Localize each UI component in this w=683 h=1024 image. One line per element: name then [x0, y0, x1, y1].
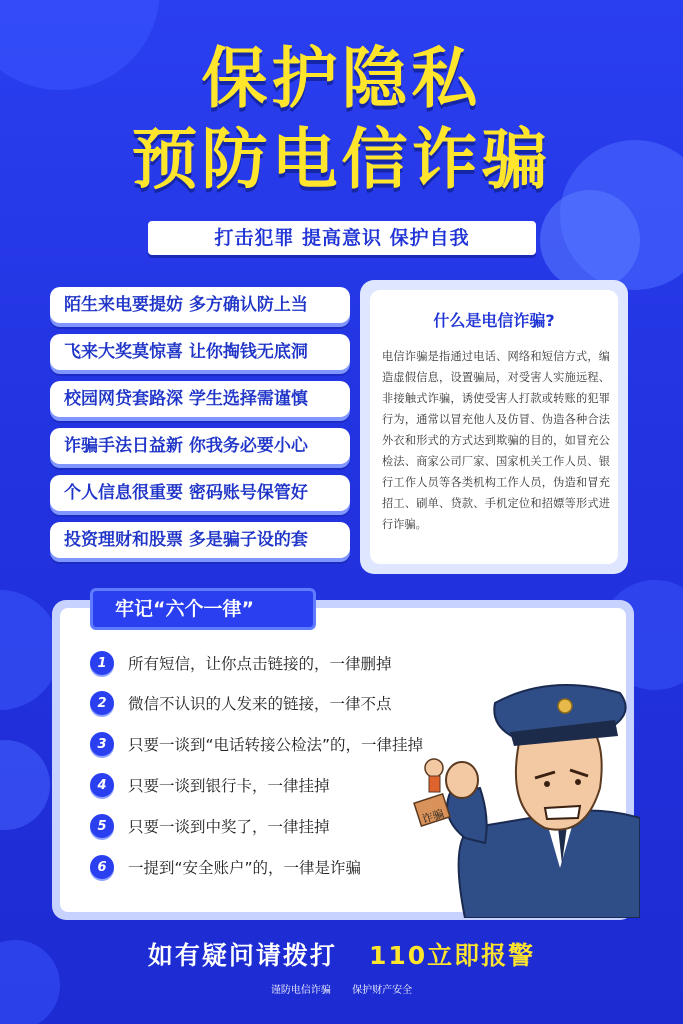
number-badge: 1 — [90, 651, 114, 675]
cta-highlight: 110立即报警 — [368, 941, 536, 970]
scam-sign-text: 诈骗 — [420, 806, 446, 827]
definition-card — [360, 280, 628, 574]
rule-text: 一提到“安全账户”的，一律是诈骗 — [128, 859, 362, 877]
tip-item: 投资理财和股票 多是骗子设的套 — [50, 522, 350, 558]
rule-text: 所有短信，让你点击链接的，一律删掉 — [128, 655, 392, 673]
tip-item: 飞来大奖莫惊喜 让你掏钱无底洞 — [50, 334, 350, 370]
title-line-2: 预防电信诈骗 — [131, 121, 552, 198]
rule-text: 微信不认识的人发来的链接，一律不点 — [128, 695, 392, 713]
rule-item — [90, 852, 361, 882]
rule-item — [90, 770, 330, 800]
number-badge: 3 — [90, 732, 114, 756]
rule-item — [90, 688, 392, 718]
tip-item: 校园网贷套路深 学生选择需谨慎 — [50, 381, 350, 417]
tip-item: 陌生来电要提妨 多方确认防上当 — [50, 287, 350, 323]
footer-right: 保护财产安全 — [352, 985, 413, 996]
police-officer-illustration — [410, 668, 640, 918]
tip-item: 个人信息很重要 密码账号保管好 — [50, 475, 350, 511]
definition-text: 电信诈骗是指通过电话、网络和短信方式，编造虚假信息，设置骗局，对受害人实施远程、非接触式诈骗，诱使受害人打款或转账的犯罪行为，通常以冒充他人及仿冒、伪造各种合法外衣和形式的方式达到欺骗的目的，如冒充公检法、商家公司厂家、国家机关工作人员、银行工作人员等各类机构工作人员，伪造和冒充招工、刷单、贷款、手机定位和招嫖等形式进行诈骗。 — [382, 350, 610, 531]
footer-left: 谨防电信诈骗 — [270, 985, 331, 996]
title-line-1: 保护隐私 — [201, 40, 482, 117]
definition-card-inner — [370, 290, 618, 564]
decor-circle — [0, 740, 50, 830]
rule-item — [90, 648, 392, 678]
decor-circle — [0, 590, 60, 710]
rule-text: 只要一谈到“电话转接公检法”的，一律挂掉 — [128, 736, 424, 754]
number-badge: 6 — [90, 855, 114, 879]
tips-list — [50, 287, 350, 569]
rule-item — [90, 811, 330, 841]
number-badge: 5 — [90, 814, 114, 838]
number-badge: 4 — [90, 773, 114, 797]
number-badge: 2 — [90, 691, 114, 715]
rule-item — [90, 729, 423, 759]
rule-text: 只要一谈到银行卡，一律挂掉 — [128, 777, 330, 795]
cta-prefix: 如有疑问请拨打 — [147, 941, 337, 970]
footer — [0, 981, 683, 996]
slogan-banner: 打击犯罪 提高意识 保护自我 — [148, 221, 536, 255]
rule-text: 只要一谈到中奖了，一律挂掉 — [128, 818, 330, 836]
call-to-action — [0, 936, 683, 972]
rules-heading: 牢记“六个一律” — [90, 588, 316, 630]
tip-item: 诈骗手法日益新 你我务必要小心 — [50, 428, 350, 464]
definition-title: 什么是电信诈骗? — [433, 311, 555, 330]
decor-circle — [540, 190, 640, 290]
